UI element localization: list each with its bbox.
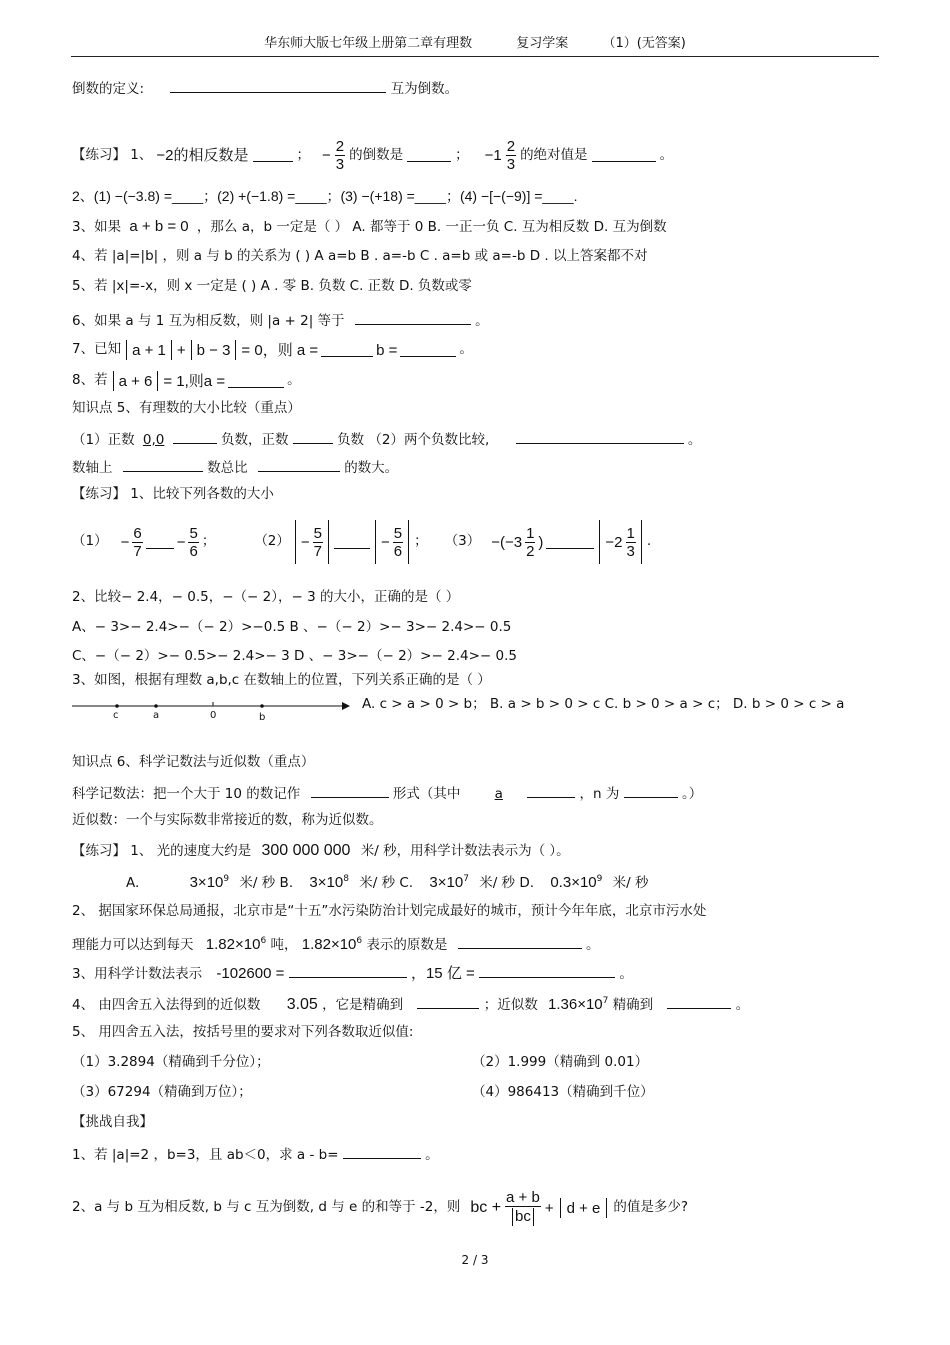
answer-blank[interactable]: [407, 149, 451, 162]
answer-blank[interactable]: [592, 149, 656, 162]
axis-label-b: b: [259, 712, 266, 723]
answer-blank[interactable]: [173, 431, 217, 444]
rounding-2: （2）1.999（精确到 0.01）: [472, 1054, 649, 1070]
answer-blank[interactable]: [417, 996, 479, 1009]
point-a: [154, 704, 158, 708]
answer-blank[interactable]: [355, 312, 471, 325]
q-compare-2-options-ab: A、− 3>− 2.4>−（− 2）>−0.5 B 、−（− 2）>− 3>− 2.4>− 0.5: [72, 619, 512, 635]
rounding-1: （1）3.2894（精确到千分位）；: [72, 1054, 270, 1070]
answer-blank[interactable]: [334, 536, 370, 549]
practice-light-speed: 【练习】 1、 光的速度大约是 300 000 000 米/ 秒，用科学计数法表示为（ ）。: [72, 842, 570, 859]
section-heading-6: 知识点 6、科学记数法与近似数（重点）: [72, 754, 315, 770]
axis-label-c: c: [113, 710, 119, 721]
point-c: [115, 704, 119, 708]
header-subtitle: 复习学案: [516, 36, 569, 51]
practice-8: 8、若 a + 6 = 1,则a = 。: [72, 372, 301, 390]
q-compare-2-options-cd: C、−（− 2）>− 0.5>− 2.4>− 3 D 、− 3>−（− 2）>− 2.4>− 0.5: [72, 648, 517, 664]
answer-blank[interactable]: [546, 536, 594, 549]
fraction: $\frac{2}{3}$: [506, 138, 516, 173]
answer-blank[interactable]: [289, 965, 407, 978]
fraction: $\frac{2}{3}$: [335, 138, 345, 173]
answer-blank[interactable]: [311, 785, 389, 798]
answer-blank[interactable]: [228, 375, 284, 388]
answer-blank[interactable]: [527, 785, 575, 798]
answer-blank[interactable]: [146, 536, 174, 549]
section-heading-5: 知识点 5、有理数的大小比较（重点）: [72, 400, 301, 416]
practice-5: 5、若 |x|=-x，则 x 一定是 ( ) A . 零 B. 负数 C. 正数 D. 负数或零: [72, 278, 472, 294]
sci-notation-definition: 科学记数法：把一个大于 10 的数记作 形式（其中 a ，n 为 。）: [72, 786, 703, 802]
answer-blank[interactable]: [343, 1146, 421, 1159]
axis-label-zero: 0: [210, 710, 217, 721]
answer-blank[interactable]: [170, 80, 386, 93]
axis-label-a: a: [153, 710, 160, 721]
answer-blank[interactable]: [458, 936, 582, 949]
q-beijing-water-2: 理能力可以达到每天 $1.82\times 10^6$ 吨， $1.82\times 10^6$ 表示的原数是 。: [72, 936, 600, 953]
q-sci-notation: 3、用科学计数法表示 -102600 = ，15 亿 = 。: [72, 965, 633, 982]
header-title: 华东师大版七年级上册第二章有理数: [264, 36, 473, 51]
comparison-rules: （1）正数 0,0 负数，正数 负数 （2）两个负数比较, 。: [72, 432, 702, 448]
practice-4: 4、若 |a|=|b| ，则 a 与 b 的关系为 ( ) A a=b B . a=-b C . a=b 或 a=-b D . 以上答案都不对: [72, 248, 648, 264]
q-compare-3-options: A. c > a > 0 > b； B. a > b > 0 > c C. b > 0 > a > c； D. b > 0 > c > a: [362, 696, 845, 712]
q-compare-3: 3、如图，根据有理数 a,b,c 在数轴上的位置，下列关系正确的是（ ）: [72, 672, 491, 688]
answer-blank[interactable]: [253, 149, 293, 162]
page-number: 2 / 3: [461, 1253, 489, 1267]
answer-blank[interactable]: [479, 965, 615, 978]
practice-7: 7、已知 a + 1 + b − 3 = 0，则 a = b = 。: [72, 341, 473, 359]
answer-blank[interactable]: [400, 344, 456, 357]
page-header: [0, 37, 950, 50]
header-rule: [71, 56, 879, 57]
answer-blank[interactable]: [123, 459, 203, 472]
practice-2: 2、(1) −(−3.8) =____；(2) +(−1.8) =____；(3) −(+18) =____；(4) −[−(−9)] =____.: [72, 188, 578, 204]
light-speed-options: A. $3\times 10^9$ 米/ 秒 B. $3\times 10^8$ 米/ 秒 C. $3\times 10^7$ 米/ 秒 D. $0.3\times 10^9$ 米/ 秒: [126, 874, 649, 891]
challenge-2: 2、a 与 b 互为相反数, b 与 c 互为倒数, d 与 e 的和等于 -2，则 bc + $\frac{a + b}{bc}$ + d + e 的值是多少?: [72, 1189, 689, 1225]
approx-definition: 近似数：一个与实际数非常接近的数，称为近似数。: [72, 812, 383, 828]
q-beijing-water: 2、 据国家环保总局通报，北京市是“十五”水污染防治计划完成最好的城市，预计今年年底，北京市污水处: [72, 903, 707, 919]
rounding-4: （4）986413（精确到千位）: [472, 1084, 654, 1100]
answer-blank[interactable]: [321, 344, 373, 357]
q-precision: 4、 由四舍五入法得到的近似数 3.05 ，它是精确到 ；近似数 $1.36\times 10^7$ 精确到 。: [72, 996, 750, 1013]
challenge-heading: 【挑战自我】: [72, 1114, 153, 1130]
practice-1: 【练习】 1、 −2的相反数是 ； − $\frac{2}{3}$ 的倒数是 ； −1 $\frac{2}{3}$ 的绝对值是 。: [72, 138, 674, 173]
answer-blank[interactable]: [293, 431, 333, 444]
answer-blank[interactable]: [667, 996, 731, 1009]
point-b: [260, 704, 264, 708]
reciprocal-definition: 倒数的定义: 互为倒数。: [72, 81, 459, 97]
q-rounding: 5、 用四舍五入法，按括号里的要求对下列各数取近似值:: [72, 1024, 414, 1040]
compare-exercises: （1） − $\frac{6}{7}$ − $\frac{5}{6}$ ； （2） − $\frac{5}{7}$ − $\frac{5}{6}$ ； （3） −(−3 $\frac{1}{2}$ ) −2 $\frac{1}{3}$ .: [72, 520, 651, 564]
challenge-1: 1、若 |a|=2 ，b=3，且 ab＜0，求 a - b= 。: [72, 1147, 439, 1163]
practice-compare-title: 【练习】 1、比较下列各数的大小: [72, 486, 274, 502]
number-line-rule: 数轴上 数总比 的数大。: [72, 460, 399, 476]
practice-3: 3、如果 a + b = 0 ，那么 a，b 一定是（ ） A. 都等于 0 B. 一正一负 C. 互为相反数 D. 互为倒数: [72, 218, 667, 235]
answer-blank[interactable]: [258, 459, 340, 472]
practice-6: 6、如果 a 与 1 互为相反数，则 |a + 2| 等于 。: [72, 313, 489, 329]
q-compare-2: 2、比较− 2.4，− 0.5，−（− 2），− 3 的大小，正确的是（ ）: [72, 589, 460, 605]
answer-blank[interactable]: [624, 785, 678, 798]
answer-blank[interactable]: [516, 431, 684, 444]
rounding-3: （3）67294（精确到万位）；: [72, 1084, 252, 1100]
header-tail: （1）(无答案): [602, 36, 686, 51]
